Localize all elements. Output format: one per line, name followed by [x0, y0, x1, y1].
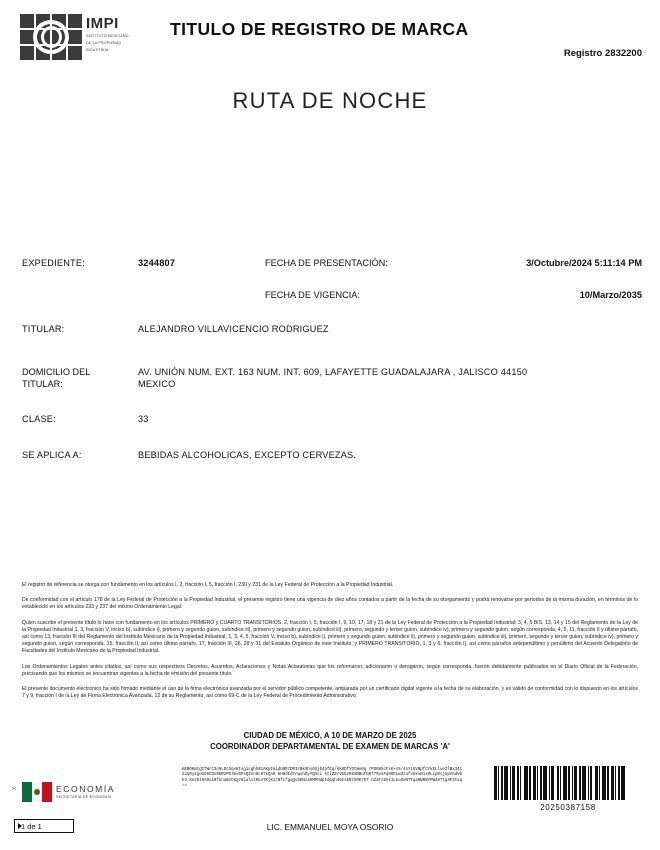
legal-paragraph-3: Quien suscribe el presente título lo hace con fundamento en los artículos PRIMERO y CUARTO TRANSITORIOS, 2, fracción I, 5, fracción I, 9, 10, 17, 18 y 21 de la Ley Federal de Protección a la Propiedad Industrial; 3, 4, 5 BIS, 13, 14 y 15 del Reglamento de la Ley de la Propiedad Industrial 1, 3, fracción V, inciso b), subíndice i), primero y segundo guion, subíndice iii), primero y segundo guion, subíndice iii), primero, segundo y tercer guion, subíndice iv), primero y segundo guion, según corresponda, 4, 5, 11, fracción II y último párrafo, así como 13, fracción III del Reglamento del Instituto Mexicano de la Propiedad Industrial; 1, 3, 4, 5, fracción V, inciso b), subíndice i), primero y segundo guion, subíndice ii), primero y segundo guion, subíndice iii), primero, segundo y tercer guion, subíndice iv), primero y segundo guion, según corresponda, 15, fracción II, así como último párrafo, 17, fracción III, 26, 28 y 31 del Estatuto Orgánico de este Instituto; y PRIMERO TRANSITORIO, 1, 3 y 6, fracción I), así como párrafos antepenúltimo y penúltimo del Acuerdo Delegatorio de Facultades del Instituto Mexicano de la Propiedad Industrial.: [22, 619, 638, 655]
domicilio-value: [138, 366, 643, 390]
page-title: TITULO DE REGISTRO DE MARCA: [170, 19, 469, 39]
side-code-label: X: [12, 786, 18, 790]
digital-signature-hash: HEBOKmIgITWrC3o5LDcSqv8tsgiLghh01AKptmidU9PzDRIcBk5hsGGjb4pfEq/kK8DfYDtWe0q rPD685cFsK+c5/4oY18VNpfCYkELlue2lBx34122qRy1goG68CDv6DR2PC7mvGPsQZsn0c5tkQn0 mH0dEdYrwshZyYQAci stiZZrvGbzRZdBBufDKf79v1Fq0OCLw3zufx5kvB1x9LLpDcjXpXGdVbk3 Xe25t5A6oi0fknuBzCKgzNlalxtKkvTKjK1rBfcfgqQvbDNca0MPHdpIdGqh46IsERzkMK7OT nZaFzZnk1LkuSeNTTqaMWRWYPW30TtgXFStvq==: [182, 768, 463, 789]
impi-emblem-icon: [20, 14, 84, 60]
impi-logo: [20, 12, 140, 64]
signature-role: COORDINADOR DEPARTAMENTAL DE EXAMEN DE MARCAS 'A': [210, 742, 450, 751]
titular-value: ALEJANDRO VILLAVICENCIO RODRIGUEZ: [138, 324, 329, 334]
fecha-vigencia-value: 10/Marzo/2035: [579, 290, 642, 300]
impi-wordmark: [86, 16, 144, 53]
se-aplica-a-value: BEBIDAS ALCOHOLICAS, EXCEPTO CERVEZAS.: [138, 450, 357, 460]
mexican-flag-icon: [22, 782, 52, 802]
clase-value: 33: [138, 414, 149, 424]
row-se-aplica-a: [0, 450, 660, 464]
legal-paragraph-5: El presente documento electrónico ha sido firmado mediante el uso de la firma electrónica avanzada por el servidor público competente, amparada por un certificado digital vigente a la fecha de su elaboración, y es válido de conformidad con lo dispuesto en los artículos 7 y 9, fracción I de la Ley de Firma Electrónica Avanzada, 12 de su Reglamento, así como 69-C de la Ley Federal de Procedimiento Administrativo.: [22, 686, 638, 700]
row-titular: [0, 324, 660, 338]
barcode-image: [494, 766, 642, 800]
domicilio-value-line-2: MEXICO: [138, 379, 176, 389]
page-indicator[interactable]: [14, 819, 74, 833]
domicilio-label-line-1: DOMICILIO DEL: [22, 367, 91, 377]
barcode-number: 20250387158: [540, 803, 596, 812]
expediente-label: EXPEDIENTE:: [22, 258, 85, 268]
page-marker-icon: [18, 823, 22, 829]
signature-place-date: CIUDAD DE MÉXICO, A 10 DE MARZO DE 2025: [243, 731, 417, 740]
economia-title: ECONOMÍA: [56, 784, 116, 794]
row-clase: [0, 414, 660, 428]
signer-name: LIC. EMMANUEL MOYA OSORIO: [266, 822, 394, 832]
document-header: [0, 0, 660, 78]
impi-subtitle-line-2: DE LA PROPIEDAD: [86, 41, 122, 45]
economia-logo: [22, 778, 142, 812]
domicilio-value-line-1: AV. UNIÓN NUM. EXT. 163 NUM. INT. 609, LAFAYETTE GUADALAJARA , JALISCO 44150: [138, 367, 528, 377]
row-domicilio: [0, 366, 660, 389]
row-fecha-vigencia: [0, 290, 660, 304]
titular-label: TITULAR:: [22, 324, 65, 334]
expediente-value: 3244807: [138, 258, 176, 268]
page-indicator-label: 1 de 1: [21, 821, 42, 831]
impi-subtitle-line-1: INSTITUTO MEXICANO: [86, 34, 129, 38]
legal-paragraph-1: El registro de referencia se otorga con fundamento en los artículos I, 2, fracción I, 5, fracción I, 230 y 231 de la Ley Federal de Protección a la Propiedad Industrial.: [22, 582, 394, 588]
impi-acronym: IMPI: [86, 15, 119, 32]
legal-paragraph-4: Los Ordenamientos Legales antes citados, así como sus respectivos Decretos, Acuerdos, Aclaraciones y Notas Aclaratorias que los reformaron, adicionaron o derogaron, según corresponda, fueron debidamente publicados en el Diario Oficial de la Federación, precisando que los mismos se encuentran vigentes a la fecha de emisión del presente título.: [22, 663, 638, 677]
domicilio-label-line-2: TITULAR:: [22, 379, 63, 389]
signature-block: [0, 730, 660, 752]
registration-details: [0, 258, 660, 460]
economia-subtitle: SECRETARÍA DE ECONOMÍA: [56, 795, 112, 799]
domicilio-label: [22, 366, 132, 390]
impi-subtitle-line-3: INDUSTRIAL: [86, 48, 110, 52]
fecha-presentacion-value: 3/Octubre/2024 5:11:14 PM: [526, 258, 642, 268]
fecha-presentacion-label: FECHA DE PRESENTACIÓN:: [265, 258, 388, 268]
legal-text: [22, 582, 638, 708]
trademark-name: RUTA DE NOCHE: [232, 88, 428, 113]
legal-paragraph-2: De conformidad con el artículo 178 de la Ley Federal de Protección a la Propiedad Industrial, el presente registro tiene una vigencia de diez años contados a partir de la fecha de su otorgamiento y podrá renovarse por periodos de la misma duración, en términos de lo establecido en los artículos 233 y 237 del mismo Ordenamiento Legal.: [22, 597, 638, 611]
clase-label: CLASE:: [22, 414, 56, 424]
fecha-vigencia-label: FECHA DE VIGENCIA:: [265, 290, 360, 300]
registration-number: Registro 2832200: [563, 48, 642, 59]
row-expediente: [0, 258, 660, 272]
se-aplica-a-label: SE APLICA A:: [22, 450, 82, 460]
